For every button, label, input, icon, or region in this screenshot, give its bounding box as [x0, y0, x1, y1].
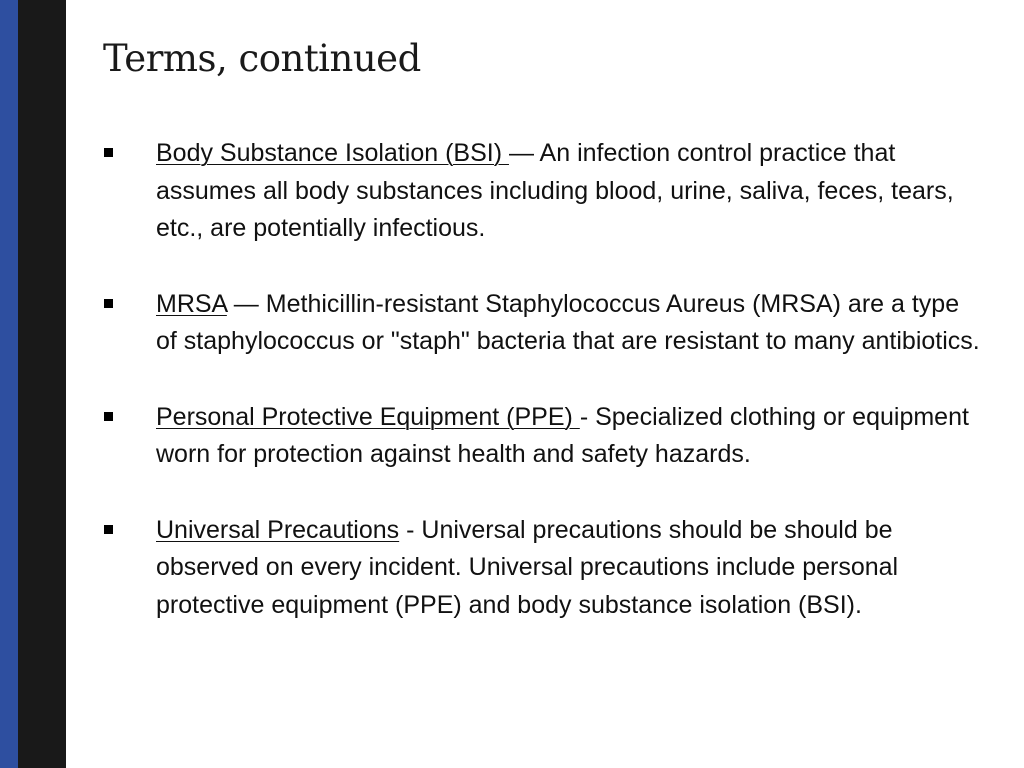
accent-bar-blue: [0, 0, 18, 768]
term-separator: —: [226, 289, 266, 318]
term-separator: -: [579, 402, 596, 431]
term-name: MRSA: [156, 289, 227, 318]
term-item-universal-precautions: [104, 512, 984, 625]
term-item-ppe: [104, 399, 984, 474]
term-separator: -: [399, 515, 422, 544]
square-bullet-icon: [104, 412, 113, 421]
square-bullet-icon: [104, 148, 113, 157]
term-name: Universal Precautions: [156, 515, 400, 544]
term-definition: An infection control practice that assumes all body substances including blood, urine, saliva, feces, tears, etc., are potentially infectious.: [156, 139, 954, 242]
term-name: Personal Protective Equipment (PPE): [156, 402, 580, 431]
term-list: [104, 135, 984, 624]
term-item-bsi: [104, 135, 984, 248]
term-item-mrsa: [104, 286, 984, 361]
term-definition: Specialized clothing or equipment worn for protection against health and safety hazards.: [156, 402, 969, 468]
square-bullet-icon: [104, 299, 113, 308]
slide-title: Terms, continued: [103, 37, 421, 80]
term-definition: Methicillin-resistant Staphylococcus Aureus (MRSA) are a type of staphylococcus or "staph" bacteria that are resistant to many antibiotics.: [156, 289, 980, 355]
term-separator: —: [508, 139, 540, 167]
term-definition: Universal precautions should be should be observed on every incident. Universal precautions include personal protective equipment (PPE) and body substance isolation (BSI).: [156, 515, 899, 619]
term-name: Body Substance Isolation (BSI): [156, 139, 509, 167]
accent-bar-dark: [18, 0, 66, 768]
square-bullet-icon: [104, 525, 113, 534]
